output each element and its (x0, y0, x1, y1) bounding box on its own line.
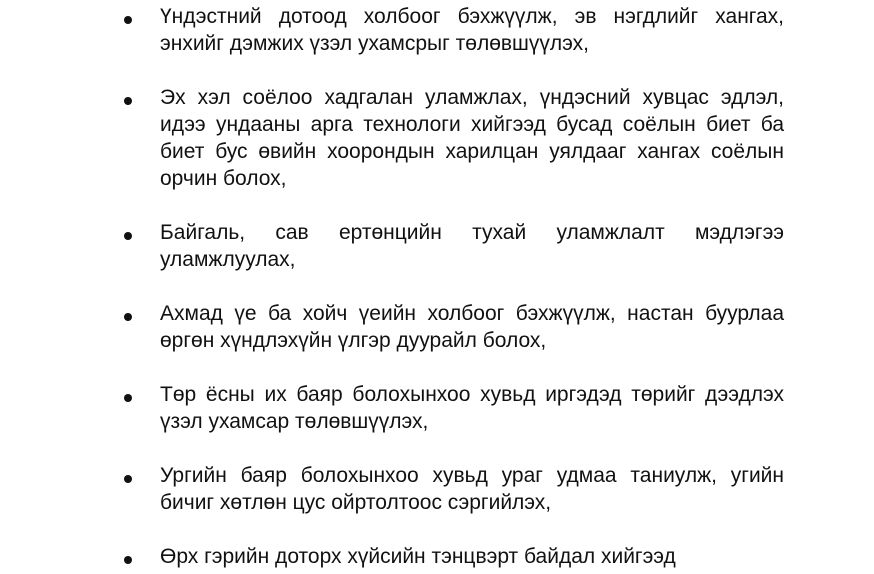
list-item-text: Ургийн баяр болохынхоо хувьд ураг удмаа таниулж, угийн бичиг хөтлөн цус ойртолтоос сэргийлэх, (160, 464, 784, 514)
list-item (0, 84, 874, 192)
list-item-text: Эх хэл соёлоо хадгалан уламжлах, үндэсний хувцас эдлэл, идээ ундааны арга технологи хийгээд бусад соёлын биет ба биет бус өвийн хоорондын харилцан уялдааг хангах соёлын орчин болох, (160, 86, 784, 190)
bullet-icon (124, 394, 132, 402)
bullet-icon (124, 556, 132, 564)
list-item (0, 219, 874, 273)
bullet-icon (124, 475, 132, 483)
bullet-icon (124, 313, 132, 321)
list-item (0, 381, 874, 435)
bullet-icon (124, 97, 132, 105)
list-item-text: Өрх гэрийн доторх хүйсийн тэнцвэрт байдал хийгээд (160, 545, 676, 568)
list-item-text: Үндэстний дотоод холбоог бэхжүүлж, эв нэгдлийг хангах, энхийг дэмжих үзэл ухамсрыг төлөвшүүлэх, (160, 5, 784, 55)
bullet-icon (124, 16, 132, 24)
bullet-icon (124, 232, 132, 240)
list-item (0, 3, 874, 57)
list-item (0, 543, 874, 570)
list-item-text: Байгаль, сав ертөнцийн тухай уламжлалт мэдлэгээ уламжлуулах, (160, 221, 784, 271)
bullet-list (0, 3, 874, 574)
list-item (0, 462, 874, 516)
list-item-text: Төр ёсны их баяр болохынхоо хувьд иргэдэд төрийг дээдлэх үзэл ухамсар төлөвшүүлэх, (160, 383, 784, 433)
list-item (0, 300, 874, 354)
list-item-text: Ахмад үе ба хойч үеийн холбоог бэхжүүлж, настан буурлаа өргөн хүндлэхүйн үлгэр дуурайл болох, (160, 302, 784, 352)
